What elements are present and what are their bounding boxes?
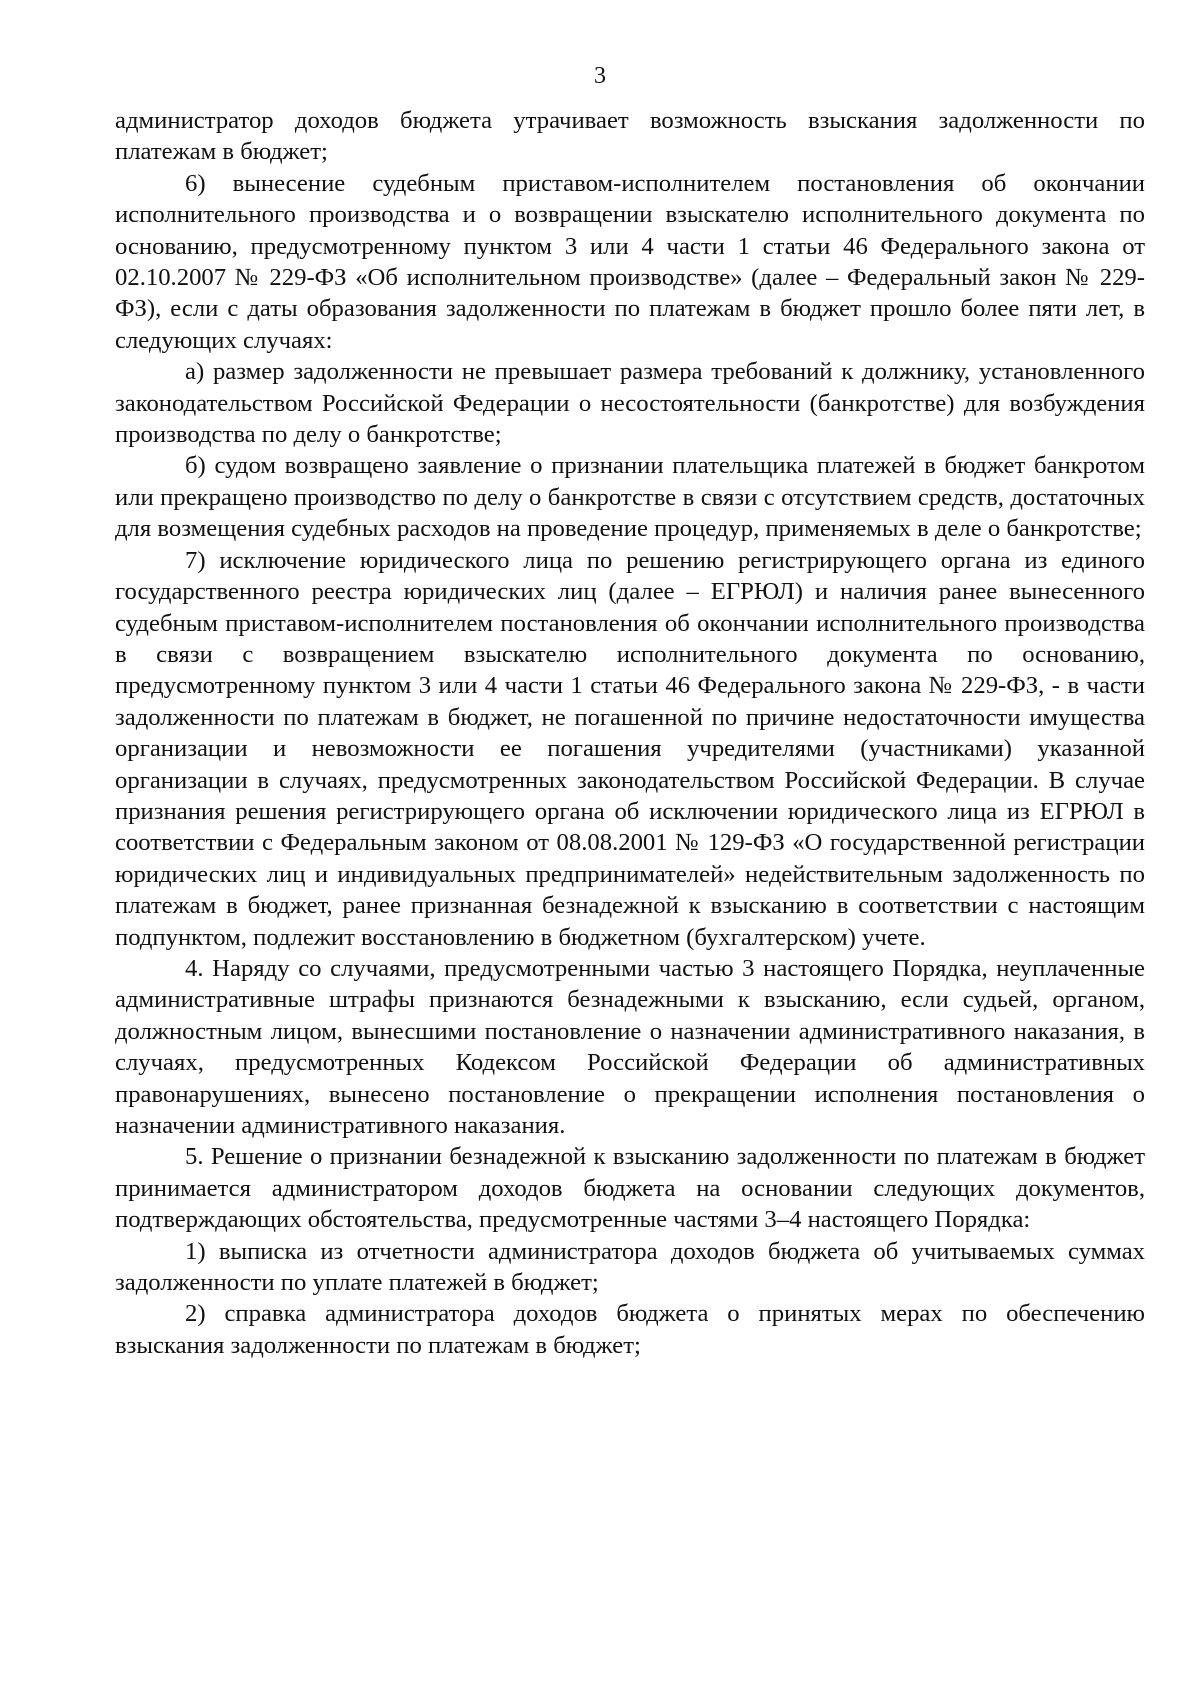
paragraph-section-4: 4. Наряду со случаями, предусмотренными частью 3 настоящего Порядка, неуплаченные административные штрафы признаются безнадежными к взысканию, если судьей, органом, должностным лицом, вынесшими постановление о назначении административного наказания, в случаях, предусмотренных Кодексом Российской Федерации об административных правонарушениях, вынесено постановление о прекращении исполнения постановления о назначении административного наказания. [115,954,1145,1139]
paragraph-intro: администратор доходов бюджета утрачивает возможность взыскания задолженности по платежам в бюджет; [115,107,1145,166]
paragraph-item-6: 6) вынесение судебным приставом-исполнителем постановления об окончании исполнительного производства и о возвращении взыскателю исполнительного документа по основанию, предусмотренному пунктом 3 или 4 части 1 статьи 46 Федерального закона от 02.10.2007 № 229-ФЗ «Об исполнительном производстве» (далее – Федеральный закон № 229-ФЗ), если с даты образования задолженности по платежам в бюджет прошло более пяти лет, в следующих случаях: [115,169,1145,354]
paragraph-subitem-a: а) размер задолженности не превышает размера требований к должнику, установленного законодательством Российской Федерации о несостоятельности (банкротстве) для возбуждения производства по делу о банкротстве; [115,358,1145,449]
paragraph-subitem-b: б) судом возвращено заявление о признании плательщика платежей в бюджет банкротом или прекращено производство по делу о банкротстве в связи с отсутствием средств, достаточных для возмещения судебных расходов на проведение процедур, применяемых в деле о банкротстве; [115,452,1145,543]
paragraph-doc-1: 1) выписка из отчетности администратора доходов бюджета об учитываемых суммах задолженности по уплате платежей в бюджет; [115,1237,1145,1297]
paragraph-doc-2: 2) справка администратора доходов бюджета о принятых мерах по обеспечению взыскания задолженности по платежам в бюджет; [115,1300,1145,1359]
paragraph-section-5: 5. Решение о признании безнадежной к взысканию задолженности по платежам в бюджет принимается администратором доходов бюджета на основании следующих документов, подтверждающих обстоятельства, предусмотренные частями 3–4 настоящего Порядка: [115,1143,1145,1234]
page-number: 3 [594,63,606,89]
paragraph-item-7: 7) исключение юридического лица по решению регистрирующего органа из единого государственного реестра юридических лиц (далее – ЕГРЮЛ) и наличия ранее вынесенного судебным приставом-исполнителем постановления об окончании исполнительного производства в связи с возвращением взыскателю исполнительного документа по основанию, предусмотренному пунктом 3 или 4 части 1 статьи 46 Федерального закона № 229-ФЗ, - в части задолженности по платежам в бюджет, не погашенной по причине недостаточности имущества организации и невозможности ее погашения учредителями (участниками) указанной организации в случаях, предусмотренных законодательством Российской Федерации. В случае признания решения регистрирующего органа об исключении юридического лица из ЕГРЮЛ в соответствии с Федеральным законом от 08.08.2001 № 129-ФЗ «О государственной регистрации юридических лиц и индивидуальных предпринимателей» недействительным задолженность по платежам в бюджет, ранее признанная безнадежной к взысканию в соответствии с настоящим подпунктом, подлежит восстановлению в бюджетном (бухгалтерском) учете. [115,546,1145,951]
document-body [115,105,1145,1361]
